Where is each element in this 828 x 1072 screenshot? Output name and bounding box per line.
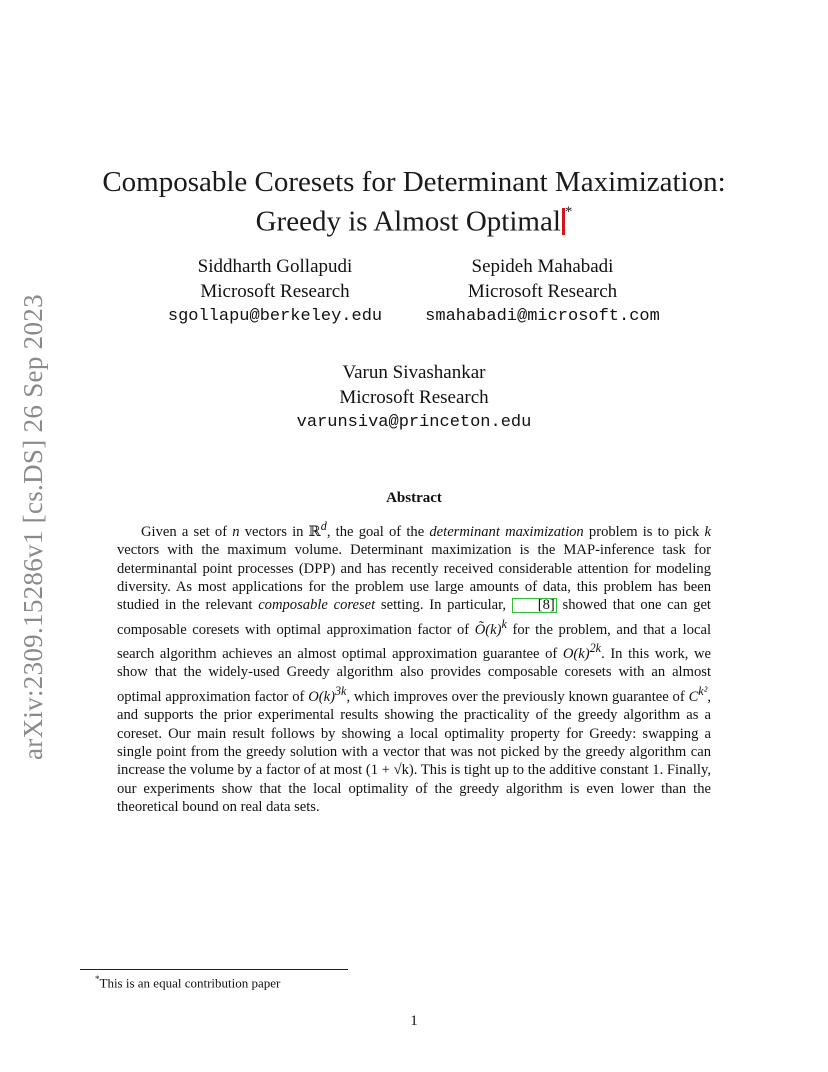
abstract-text: , which improves over the previously known guarantee of [346,688,689,705]
abstract-text: problem is to pick [583,523,705,540]
footnote-mark: * [95,974,100,984]
author-email[interactable]: varunsiva@princeton.edu [296,413,532,432]
author-email[interactable]: sgollapu@berkeley.edu [167,307,383,326]
math-expression: O(k) [308,688,335,705]
math-n: n [232,523,240,540]
author-block-2 [415,254,670,329]
abstract-text: , the goal of the [326,523,430,540]
abstract-text: setting. In particular, [375,597,512,614]
author-affiliation: Microsoft Research [339,387,489,408]
citation-link[interactable]: [8] [512,598,557,613]
paper-title [80,165,748,239]
math-expression: C [688,688,699,705]
footnote-text: This is an equal contribution paper [99,975,281,991]
math-expression: Õ(k) [474,621,502,638]
math-exponent: 2k [589,641,602,656]
math-d: d [320,519,327,533]
title-line-1: Composable Coresets for Determinant Maximization: [102,166,726,198]
math-k: k [704,523,711,540]
math-reals: ℝ [308,523,321,540]
footnote-divider [80,969,348,970]
author-block-1 [150,254,400,329]
abstract-text: , and supports the prior experimental results showing the practicality of the greedy algorithm as a coreset. Our main result follows by showing a local optimality property for Greedy: swapping a single point from the greedy solution with a vector that was not picked by the greedy algorithm can increase the volume by a factor of at most [117,688,711,779]
footnote [95,974,280,991]
emphasis-determinant-maximization: determinant maximization [429,523,584,540]
abstract-text: Given a set of [141,523,233,540]
arxiv-identifier-stamp: arXiv:2309.15286v1 [cs.DS] 26 Sep 2023 [18,294,48,760]
abstract-text: . This is tight up to the additive constant 1. Finally, our experiments show that the local optimality of the greedy algorithm is even lower than the theoretical bound on real data sets. [117,762,711,816]
author-name: Siddharth Gollapudi [197,256,353,277]
page-number: 1 [410,1013,418,1029]
emphasis-composable-coreset: composable coreset [258,597,376,614]
author-email[interactable]: smahabadi@microsoft.com [425,307,660,326]
math-expression: O(k) [562,646,590,663]
abstract-text: vectors in [239,523,309,540]
abstract-text: for the problem, and that a local search algorithm achieves an almost optimal approximation guarantee of [117,621,711,663]
abstract-text: showed that one can get composable coresets with optimal approximation factor of [117,597,711,638]
author-affiliation: Microsoft Research [467,281,618,302]
title-line-2 [80,199,748,239]
math-exponent: k [501,616,507,631]
math-expression: (1 + √k) [365,762,414,779]
abstract-body [117,517,711,817]
abstract-text: . In this work, we show that the widely-used Greedy algorithm also provides composable coresets with an almost optimal approximation factor of [117,646,711,705]
abstract-heading: Abstract [386,490,442,506]
abstract-text: vectors with the maximum volume. Determinant maximization is the MAP-inference task for determinantal point processes (DPP) and has recently received considerable attention for modeling diversity. As most applications for the problem use large amounts of data, this problem has been studied in the relevant [117,542,711,614]
author-name: Varun Sivashankar [342,362,486,383]
math-exponent: 3k [334,683,347,698]
author-block-3 [280,360,548,435]
title-line-2-text: Greedy is Almost Optimal [255,205,561,238]
author-affiliation: Microsoft Research [200,281,350,302]
author-name: Sepideh Mahabadi [471,256,614,277]
abstract-paragraph [117,517,711,817]
math-exponent: k² [698,683,708,698]
title-footnote-mark[interactable]: * [564,204,573,220]
